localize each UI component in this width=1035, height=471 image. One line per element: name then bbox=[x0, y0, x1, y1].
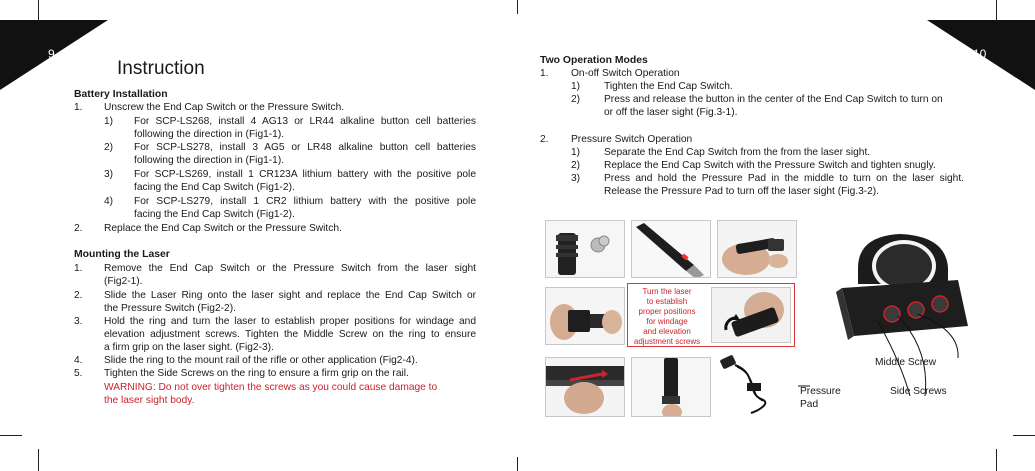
step-number: 3. bbox=[74, 316, 83, 327]
page-number-left: 9 bbox=[48, 47, 55, 61]
step-number: 2. bbox=[74, 223, 83, 234]
substep-text: Press and release the button in the center of the End Cap Switch to turn on bbox=[604, 94, 943, 105]
figure-battery-tube-photo bbox=[631, 220, 711, 278]
label-pressure-pad: Pad bbox=[800, 399, 819, 410]
figure-endcap-hand-photo bbox=[717, 220, 797, 278]
mode-title: On-off Switch Operation bbox=[571, 68, 680, 79]
substep-text: Tighten the End Cap Switch. bbox=[604, 81, 733, 92]
step-text: Slide the ring to the mount rail of the rifle or other application (Fig2-4). bbox=[104, 355, 418, 366]
step-text: Unscrew the End Cap Switch or the Pressure Switch. bbox=[104, 102, 345, 113]
step-text: elevation adjustment screws. Tighten the Middle Screw on the ring to ensure bbox=[104, 329, 476, 340]
crop-mark bbox=[517, 0, 518, 14]
step-text: Replace the End Cap Switch or the Pressure Switch. bbox=[104, 223, 342, 234]
mounting-heading: Mounting the Laser bbox=[74, 249, 170, 260]
substep-text: facing the End Cap Switch (Fig1-2). bbox=[134, 182, 295, 193]
leader-lines bbox=[760, 300, 980, 420]
warning-text: WARNING: Do not over tighten the screws as you could cause damage to bbox=[104, 382, 438, 393]
step-text: Tighten the Side Screws on the ring to ensure a firm grip on the rail. bbox=[104, 368, 409, 379]
mode-title: Pressure Switch Operation bbox=[571, 134, 693, 145]
step-text: Slide the Laser Ring onto the laser sight and replace the End Cap Switch or bbox=[104, 290, 476, 301]
step-text: a firm grip on the laser sight. (Fig2-3). bbox=[104, 342, 274, 353]
crop-mark bbox=[996, 449, 997, 471]
figure-battery-install-photo bbox=[545, 220, 625, 278]
callout-text bbox=[630, 287, 704, 347]
substep-number: 4) bbox=[104, 196, 114, 207]
label-pressure-pad: Pressure bbox=[800, 386, 841, 397]
substep-number: 3) bbox=[571, 173, 581, 184]
step-text: Hold the ring and turn the laser to establish proper positions for windage and bbox=[104, 316, 476, 327]
step-number: 4. bbox=[74, 355, 83, 366]
callout-line: and elevation bbox=[643, 327, 691, 336]
callout-line: proper positions bbox=[638, 307, 696, 316]
substep-number: 1) bbox=[571, 147, 581, 158]
substep-text: For SCP-LS269, install 1 CR123A lithium battery with the positive pole bbox=[134, 169, 476, 180]
callout-line: to establish bbox=[646, 297, 688, 306]
substep-text: Separate the End Cap Switch from the from the laser sight. bbox=[604, 147, 871, 158]
substep-number: 3) bbox=[104, 169, 114, 180]
substep-text: Replace the End Cap Switch with the Pressure Switch and tighten snugly. bbox=[604, 160, 936, 171]
mode-number: 1. bbox=[540, 68, 549, 79]
substep-number: 2) bbox=[571, 94, 581, 105]
step-text: (Fig2-1). bbox=[104, 276, 143, 287]
step-number: 1. bbox=[74, 263, 83, 274]
figure-rail-mount-photo bbox=[545, 357, 625, 417]
callout-line: for windage bbox=[646, 317, 688, 326]
crop-mark bbox=[0, 435, 22, 436]
step-text: the Pressure Switch (Fig2-2). bbox=[104, 303, 236, 314]
substep-text: For SCP-LS278, install 3 AG5 or LR48 alkaline button cell batteries bbox=[134, 142, 476, 153]
substep-text: For SCP-LS279, install 1 CR2 lithium battery with the positive pole bbox=[134, 196, 476, 207]
figure-ring-slide-photo bbox=[545, 287, 625, 345]
substep-text: For SCP-LS268, install 4 AG13 or LR44 alkaline button cell batteries bbox=[134, 116, 476, 127]
mode-number: 2. bbox=[540, 134, 549, 145]
substep-text: following the direction in (Fig1-1). bbox=[134, 129, 285, 140]
battery-heading: Battery Installation bbox=[74, 89, 168, 100]
substep-number: 1) bbox=[104, 116, 114, 127]
step-text: Remove the End Cap Switch or the Pressure Switch from the laser sight bbox=[104, 263, 476, 274]
step-number: 5. bbox=[74, 368, 83, 379]
crop-mark bbox=[996, 0, 997, 22]
callout-line: Turn the laser bbox=[642, 287, 692, 296]
step-number: 1. bbox=[74, 102, 83, 113]
operation-modes-heading: Two Operation Modes bbox=[540, 55, 648, 66]
page-number-right: 10 bbox=[973, 47, 987, 61]
crop-mark bbox=[38, 449, 39, 471]
warning-text: the laser sight body. bbox=[104, 395, 195, 406]
substep-text: following the direction in (Fig1-1). bbox=[134, 155, 285, 166]
page-title: Instruction bbox=[117, 58, 205, 79]
substep-text: Press and hold the Pressure Pad in the middle to turn on the laser sight. bbox=[604, 173, 964, 184]
figure-endcap-press-photo bbox=[631, 357, 711, 417]
label-middle-screw: Middle Screw bbox=[875, 357, 937, 368]
label-side-screws: Side Screws bbox=[890, 386, 947, 397]
step-number: 2. bbox=[74, 290, 83, 301]
substep-number: 2) bbox=[571, 160, 581, 171]
substep-number: 1) bbox=[571, 81, 581, 92]
substep-text: facing the End Cap Switch (Fig1-2). bbox=[134, 209, 295, 220]
callout-line: adjustment screws bbox=[633, 337, 701, 346]
crop-mark bbox=[517, 457, 518, 471]
crop-mark bbox=[1013, 435, 1035, 436]
crop-mark bbox=[38, 0, 39, 22]
substep-text: Release the Pressure Pad to turn off the laser sight (Fig.3-2). bbox=[604, 186, 880, 197]
substep-number: 2) bbox=[104, 142, 114, 153]
substep-text: or off the laser sight (Fig.3-1). bbox=[604, 107, 738, 118]
